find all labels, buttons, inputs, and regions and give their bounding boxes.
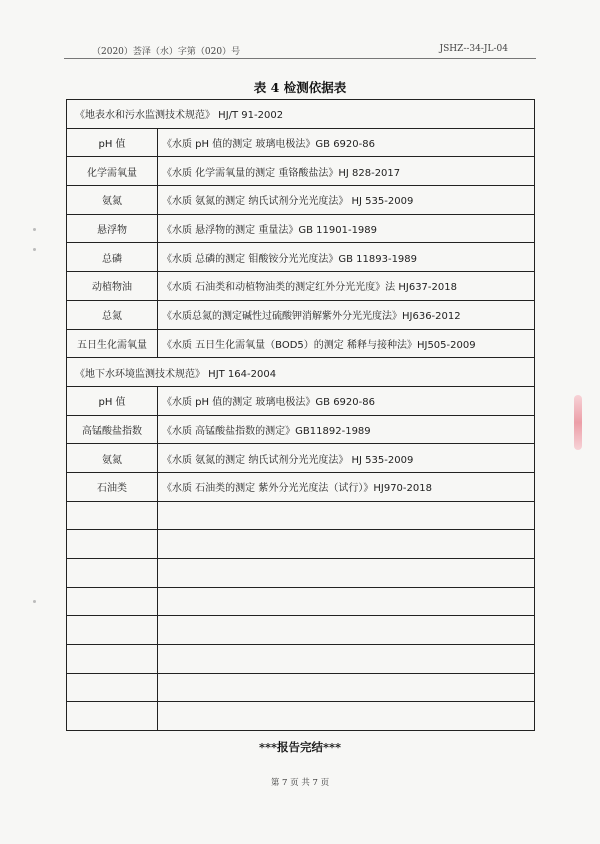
empty-cell — [158, 645, 535, 674]
empty-row — [67, 616, 535, 645]
empty-cell — [67, 587, 158, 616]
empty-cell — [67, 559, 158, 588]
page-number: 第 7 页 共 7 页 — [270, 778, 330, 788]
table-row — [67, 472, 535, 501]
test-method: 《水质 石油类的测定 紫外分光光度法（试行）》HJ970-2018 — [158, 472, 535, 501]
empty-row — [67, 501, 535, 530]
test-item: 高锰酸盐指数 — [67, 415, 158, 444]
test-method: 《水质 五日生化需氧量（BOD5）的测定 稀释与接种法》HJ505-2009 — [158, 329, 535, 358]
test-method: 《水质 pH 值的测定 玻璃电极法》GB 6920-86 — [158, 386, 535, 415]
table-row — [67, 415, 535, 444]
table-row — [67, 243, 535, 272]
test-method: 《水质 化学需氧量的测定 重铬酸盐法》HJ 828-2017 — [158, 157, 535, 186]
test-item: 总磷 — [67, 243, 158, 272]
test-method: 《水质 pH 值的测定 玻璃电极法》GB 6920-86 — [158, 128, 535, 157]
table-row — [67, 272, 535, 301]
report-end-marker: ***报告完结*** — [258, 740, 342, 754]
empty-cell — [158, 530, 535, 559]
test-item: 悬浮物 — [67, 214, 158, 243]
test-item: 石油类 — [67, 472, 158, 501]
table-row — [67, 444, 535, 473]
empty-row — [67, 530, 535, 559]
empty-cell — [67, 530, 158, 559]
test-method: 《水质总氮的测定碱性过硫酸钾消解紫外分光光度法》HJ636-2012 — [158, 300, 535, 329]
test-item: 化学需氧量 — [67, 157, 158, 186]
empty-cell — [67, 702, 158, 731]
standard-reference: 《地下水环境监测技术规范》 HJT 164-2004 — [67, 358, 535, 387]
empty-cell — [67, 645, 158, 674]
empty-cell — [158, 702, 535, 731]
test-method: 《水质 氨氮的测定 纳氏试剂分光光度法》 HJ 535-2009 — [158, 186, 535, 215]
empty-row — [67, 559, 535, 588]
empty-row — [67, 645, 535, 674]
test-method: 《水质 总磷的测定 钼酸铵分光光度法》GB 11893-1989 — [158, 243, 535, 272]
empty-cell — [158, 587, 535, 616]
empty-cell — [67, 501, 158, 530]
empty-cell — [158, 501, 535, 530]
empty-cell — [158, 616, 535, 645]
empty-cell — [158, 559, 535, 588]
table-row — [67, 329, 535, 358]
empty-cell — [67, 673, 158, 702]
empty-row — [67, 673, 535, 702]
test-method: 《水质 石油类和动植物油类的测定红外分光光度》法 HJ637-2018 — [158, 272, 535, 301]
header-divider — [64, 58, 536, 59]
empty-cell — [67, 616, 158, 645]
test-method: 《水质 悬浮物的测定 重量法》GB 11901-1989 — [158, 214, 535, 243]
test-item: 总氮 — [67, 300, 158, 329]
table-row — [67, 128, 535, 157]
section-header-row — [67, 100, 535, 129]
section-header-row — [67, 358, 535, 387]
red-seal-edge — [574, 395, 582, 450]
test-item: 五日生化需氧量 — [67, 329, 158, 358]
table-row — [67, 186, 535, 215]
binding-hole-mark — [33, 228, 36, 231]
standard-reference: 《地表水和污水监测技术规范》 HJ/T 91-2002 — [67, 100, 535, 129]
test-item: 氨氮 — [67, 186, 158, 215]
table-row — [67, 300, 535, 329]
test-item: pH 值 — [67, 386, 158, 415]
table-row — [67, 157, 535, 186]
table-title: 表 4 检测依据表 — [253, 80, 347, 95]
binding-hole-mark — [33, 600, 36, 603]
test-method: 《水质 高锰酸盐指数的测定》GB11892-1989 — [158, 415, 535, 444]
binding-hole-mark — [33, 248, 36, 251]
empty-row — [67, 702, 535, 731]
test-item: 动植物油 — [67, 272, 158, 301]
table-row — [67, 214, 535, 243]
test-method: 《水质 氨氮的测定 纳氏试剂分光光度法》 HJ 535-2009 — [158, 444, 535, 473]
test-item: pH 值 — [67, 128, 158, 157]
method-basis-table — [66, 99, 535, 731]
document-number: （2020）荟泽（水）字第（020）号 — [92, 47, 241, 57]
empty-row — [67, 587, 535, 616]
empty-cell — [158, 673, 535, 702]
test-item: 氨氮 — [67, 444, 158, 473]
document-code: JSHZ--34-JL-04 — [439, 44, 508, 54]
table-row — [67, 386, 535, 415]
